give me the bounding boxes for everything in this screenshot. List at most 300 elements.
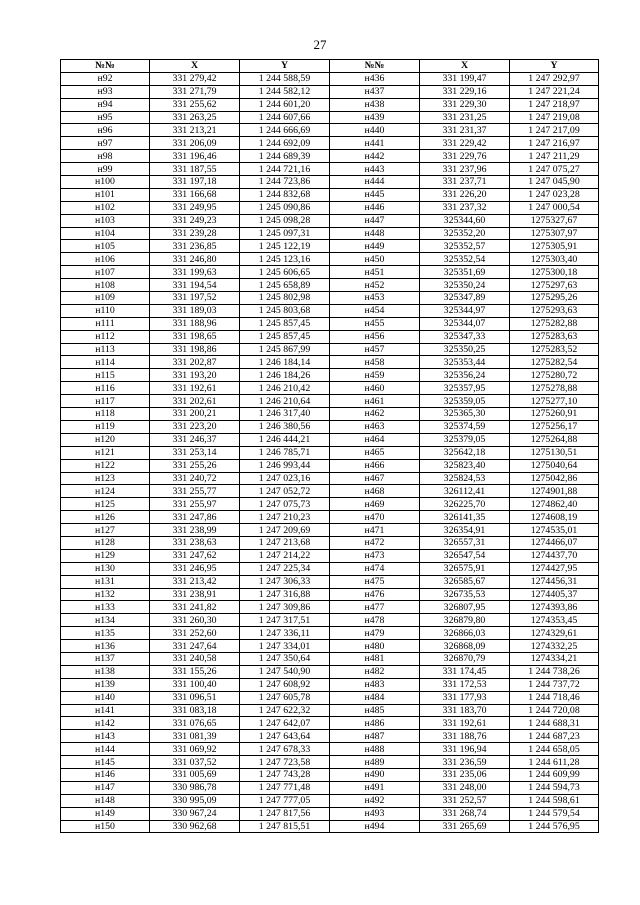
cell-point-number-right: н477	[330, 601, 420, 614]
cell-x-right: 326879,80	[420, 614, 510, 627]
table-row	[61, 395, 599, 408]
table-row	[61, 188, 599, 201]
cell-y-left: 1 247 678,33	[240, 743, 330, 756]
cell-point-number-left: н134	[61, 614, 150, 627]
cell-point-number-right: н459	[330, 369, 420, 382]
cell-point-number-right: н453	[330, 292, 420, 305]
cell-y-left: 1 247 622,32	[240, 704, 330, 717]
cell-point-number-right: н436	[330, 72, 420, 85]
cell-y-left: 1 247 317,51	[240, 614, 330, 627]
table-row	[61, 266, 599, 279]
cell-x-right: 326112,41	[420, 485, 510, 498]
cell-point-number-left: н117	[61, 395, 150, 408]
cell-y-left: 1 246 184,26	[240, 369, 330, 382]
cell-point-number-right: н490	[330, 768, 420, 781]
cell-point-number-left: н120	[61, 433, 150, 446]
table-row	[61, 807, 599, 820]
cell-y-right: 1275295,26	[510, 292, 599, 305]
cell-y-right: 1275283,52	[510, 343, 599, 356]
cell-point-number-right: н448	[330, 227, 420, 240]
header-point-number-right: №№	[330, 60, 420, 73]
cell-point-number-right: н451	[330, 266, 420, 279]
cell-x-left: 331 192,61	[150, 382, 240, 395]
cell-point-number-right: н460	[330, 382, 420, 395]
cell-y-right: 1274901,88	[510, 485, 599, 498]
table-row	[61, 214, 599, 227]
cell-point-number-left: н108	[61, 279, 150, 292]
cell-point-number-right: н437	[330, 85, 420, 98]
cell-x-right: 331 248,00	[420, 781, 510, 794]
cell-y-right: 1274393,86	[510, 601, 599, 614]
cell-point-number-right: н494	[330, 820, 420, 833]
cell-x-left: 331 247,62	[150, 549, 240, 562]
cell-x-left: 331 263,25	[150, 111, 240, 124]
cell-point-number-right: н486	[330, 717, 420, 730]
cell-y-left: 1 247 723,58	[240, 756, 330, 769]
cell-x-right: 331 172,53	[420, 678, 510, 691]
cell-point-number-right: н482	[330, 665, 420, 678]
cell-y-right: 1274332,25	[510, 640, 599, 653]
header-x-right: X	[420, 60, 510, 73]
cell-point-number-left: н121	[61, 446, 150, 459]
cell-x-right: 331 236,59	[420, 756, 510, 769]
cell-y-left: 1 245 867,99	[240, 343, 330, 356]
cell-point-number-left: н109	[61, 292, 150, 305]
cell-x-left: 331 198,86	[150, 343, 240, 356]
cell-point-number-right: н473	[330, 549, 420, 562]
table-row	[61, 343, 599, 356]
cell-y-right: 1275264,88	[510, 433, 599, 446]
cell-x-right: 325823,40	[420, 459, 510, 472]
cell-y-right: 1 244 576,95	[510, 820, 599, 833]
cell-point-number-left: н145	[61, 756, 150, 769]
cell-x-right: 331 199,47	[420, 72, 510, 85]
header-y-left: Y	[240, 60, 330, 73]
table-row	[61, 472, 599, 485]
table-row	[61, 794, 599, 807]
cell-point-number-left: н104	[61, 227, 150, 240]
cell-x-left: 331 202,87	[150, 356, 240, 369]
cell-point-number-left: н132	[61, 588, 150, 601]
cell-x-left: 331 081,39	[150, 730, 240, 743]
cell-y-right: 1275280,72	[510, 369, 599, 382]
cell-x-left: 331 255,62	[150, 98, 240, 111]
cell-point-number-left: н122	[61, 459, 150, 472]
table-row	[61, 279, 599, 292]
cell-y-left: 1 246 380,56	[240, 420, 330, 433]
cell-y-right: 1 244 579,54	[510, 807, 599, 820]
cell-point-number-right: н466	[330, 459, 420, 472]
cell-point-number-left: н150	[61, 820, 150, 833]
cell-y-left: 1 247 605,78	[240, 691, 330, 704]
cell-x-right: 331 229,42	[420, 137, 510, 150]
table-row	[61, 459, 599, 472]
cell-y-right: 1 244 718,46	[510, 691, 599, 704]
cell-x-left: 331 260,30	[150, 614, 240, 627]
cell-x-right: 331 237,96	[420, 163, 510, 176]
cell-point-number-left: н116	[61, 382, 150, 395]
cell-x-left: 331 188,96	[150, 317, 240, 330]
cell-x-left: 331 246,80	[150, 253, 240, 266]
cell-y-right: 1274405,37	[510, 588, 599, 601]
cell-x-right: 325350,25	[420, 343, 510, 356]
cell-y-left: 1 247 209,69	[240, 524, 330, 537]
cell-y-right: 1275283,63	[510, 330, 599, 343]
cell-point-number-left: н133	[61, 601, 150, 614]
cell-x-left: 331 166,68	[150, 188, 240, 201]
cell-point-number-left: н93	[61, 85, 150, 98]
cell-x-left: 331 187,55	[150, 163, 240, 176]
cell-y-right: 1275130,51	[510, 446, 599, 459]
table-row	[61, 820, 599, 833]
cell-x-right: 325374,59	[420, 420, 510, 433]
table-row	[61, 124, 599, 137]
cell-x-left: 331 253,14	[150, 446, 240, 459]
cell-y-left: 1 245 857,45	[240, 317, 330, 330]
cell-x-right: 331 237,71	[420, 176, 510, 189]
cell-y-left: 1 247 075,73	[240, 498, 330, 511]
cell-point-number-right: н450	[330, 253, 420, 266]
cell-y-left: 1 247 643,64	[240, 730, 330, 743]
table-row	[61, 201, 599, 214]
cell-x-right: 326866,03	[420, 627, 510, 640]
cell-x-left: 331 246,37	[150, 433, 240, 446]
cell-point-number-right: н468	[330, 485, 420, 498]
cell-point-number-left: н129	[61, 549, 150, 562]
cell-point-number-right: н462	[330, 408, 420, 421]
cell-point-number-left: н94	[61, 98, 150, 111]
table-body	[61, 72, 599, 833]
cell-y-left: 1 245 097,31	[240, 227, 330, 240]
cell-y-left: 1 247 210,23	[240, 511, 330, 524]
cell-point-number-left: н138	[61, 665, 150, 678]
cell-y-right: 1274608,19	[510, 511, 599, 524]
cell-point-number-left: н137	[61, 652, 150, 665]
cell-y-left: 1 247 815,51	[240, 820, 330, 833]
cell-y-right: 1275327,67	[510, 214, 599, 227]
table-row	[61, 98, 599, 111]
table-row	[61, 111, 599, 124]
cell-y-left: 1 247 306,33	[240, 575, 330, 588]
cell-point-number-left: н136	[61, 640, 150, 653]
cell-point-number-left: н139	[61, 678, 150, 691]
cell-y-left: 1 245 803,68	[240, 304, 330, 317]
cell-point-number-right: н457	[330, 343, 420, 356]
cell-point-number-left: н110	[61, 304, 150, 317]
cell-point-number-right: н446	[330, 201, 420, 214]
cell-y-right: 1275260,91	[510, 408, 599, 421]
cell-y-right: 1 244 687,23	[510, 730, 599, 743]
cell-point-number-left: н101	[61, 188, 150, 201]
cell-x-right: 326141,35	[420, 511, 510, 524]
cell-x-left: 331 247,86	[150, 511, 240, 524]
cell-y-left: 1 246 210,42	[240, 382, 330, 395]
cell-point-number-left: н126	[61, 511, 150, 524]
cell-y-left: 1 247 225,34	[240, 562, 330, 575]
cell-y-left: 1 244 692,09	[240, 137, 330, 150]
cell-x-left: 331 239,28	[150, 227, 240, 240]
cell-y-left: 1 246 210,64	[240, 395, 330, 408]
cell-x-right: 331 229,30	[420, 98, 510, 111]
table-row	[61, 485, 599, 498]
cell-x-right: 331 183,70	[420, 704, 510, 717]
cell-x-right: 325379,05	[420, 433, 510, 446]
cell-point-number-right: н489	[330, 756, 420, 769]
cell-y-left: 1 244 689,39	[240, 150, 330, 163]
table-row	[61, 562, 599, 575]
cell-x-left: 331 240,58	[150, 652, 240, 665]
cell-y-left: 1 244 601,20	[240, 98, 330, 111]
cell-x-left: 331 223,20	[150, 420, 240, 433]
cell-y-right: 1 247 292,97	[510, 72, 599, 85]
cell-point-number-left: н97	[61, 137, 150, 150]
cell-point-number-left: н125	[61, 498, 150, 511]
table-row	[61, 691, 599, 704]
cell-x-left: 331 197,52	[150, 292, 240, 305]
table-row	[61, 176, 599, 189]
cell-point-number-left: н140	[61, 691, 150, 704]
cell-x-left: 331 155,26	[150, 665, 240, 678]
cell-x-left: 331 200,21	[150, 408, 240, 421]
cell-x-right: 331 196,94	[420, 743, 510, 756]
cell-x-right: 331 231,37	[420, 124, 510, 137]
cell-y-right: 1274437,70	[510, 549, 599, 562]
cell-x-right: 326807,95	[420, 601, 510, 614]
cell-y-left: 1 245 606,65	[240, 266, 330, 279]
cell-x-right: 326557,31	[420, 536, 510, 549]
cell-y-right: 1275040,64	[510, 459, 599, 472]
cell-x-right: 331 231,25	[420, 111, 510, 124]
table-row	[61, 717, 599, 730]
cell-y-left: 1 244 832,68	[240, 188, 330, 201]
cell-y-right: 1275278,88	[510, 382, 599, 395]
cell-x-right: 331 235,06	[420, 768, 510, 781]
table-row	[61, 768, 599, 781]
cell-y-left: 1 247 023,16	[240, 472, 330, 485]
cell-point-number-right: н456	[330, 330, 420, 343]
cell-point-number-right: н465	[330, 446, 420, 459]
cell-x-right: 325351,69	[420, 266, 510, 279]
cell-point-number-right: н493	[330, 807, 420, 820]
cell-point-number-left: н130	[61, 562, 150, 575]
cell-y-right: 1274466,07	[510, 536, 599, 549]
cell-point-number-right: н481	[330, 652, 420, 665]
cell-point-number-left: н114	[61, 356, 150, 369]
cell-point-number-right: н469	[330, 498, 420, 511]
cell-point-number-right: н487	[330, 730, 420, 743]
cell-point-number-left: н98	[61, 150, 150, 163]
cell-point-number-left: н100	[61, 176, 150, 189]
cell-y-right: 1 247 023,28	[510, 188, 599, 201]
cell-x-left: 331 076,65	[150, 717, 240, 730]
cell-x-left: 331 100,40	[150, 678, 240, 691]
cell-point-number-right: н444	[330, 176, 420, 189]
cell-y-right: 1275303,40	[510, 253, 599, 266]
cell-y-right: 1274456,31	[510, 575, 599, 588]
cell-x-left: 331 005,69	[150, 768, 240, 781]
cell-x-left: 331 096,51	[150, 691, 240, 704]
cell-y-right: 1 247 221,24	[510, 85, 599, 98]
table-row	[61, 627, 599, 640]
cell-x-left: 331 198,65	[150, 330, 240, 343]
cell-x-left: 331 271,79	[150, 85, 240, 98]
cell-y-left: 1 245 122,19	[240, 240, 330, 253]
cell-x-right: 325344,60	[420, 214, 510, 227]
cell-point-number-left: н106	[61, 253, 150, 266]
cell-point-number-right: н440	[330, 124, 420, 137]
cell-x-right: 325357,95	[420, 382, 510, 395]
cell-y-left: 1 247 771,48	[240, 781, 330, 794]
cell-y-right: 1274535,01	[510, 524, 599, 537]
table-row	[61, 756, 599, 769]
cell-point-number-right: н484	[330, 691, 420, 704]
cell-y-right: 1 244 594,73	[510, 781, 599, 794]
cell-x-right: 325642,18	[420, 446, 510, 459]
cell-y-left: 1 245 098,28	[240, 214, 330, 227]
cell-y-left: 1 247 743,28	[240, 768, 330, 781]
table-row	[61, 253, 599, 266]
cell-x-left: 331 197,18	[150, 176, 240, 189]
cell-x-left: 330 986,78	[150, 781, 240, 794]
cell-x-right: 325347,89	[420, 292, 510, 305]
table-row	[61, 137, 599, 150]
cell-x-right: 326870,79	[420, 652, 510, 665]
cell-point-number-right: н467	[330, 472, 420, 485]
cell-point-number-left: н96	[61, 124, 150, 137]
cell-x-left: 331 238,63	[150, 536, 240, 549]
cell-x-right: 326225,70	[420, 498, 510, 511]
table-row	[61, 678, 599, 691]
table-row	[61, 72, 599, 85]
cell-point-number-right: н452	[330, 279, 420, 292]
table-row	[61, 511, 599, 524]
cell-y-right: 1274862,40	[510, 498, 599, 511]
cell-point-number-left: н147	[61, 781, 150, 794]
cell-x-left: 331 240,72	[150, 472, 240, 485]
cell-y-left: 1 246 444,21	[240, 433, 330, 446]
table-row	[61, 420, 599, 433]
cell-y-left: 1 247 309,86	[240, 601, 330, 614]
cell-x-left: 331 069,92	[150, 743, 240, 756]
table-row	[61, 575, 599, 588]
table-row	[61, 85, 599, 98]
cell-y-right: 1275305,91	[510, 240, 599, 253]
cell-x-right: 325347,33	[420, 330, 510, 343]
cell-point-number-right: н471	[330, 524, 420, 537]
cell-y-left: 1 247 334,01	[240, 640, 330, 653]
cell-y-left: 1 246 785,71	[240, 446, 330, 459]
cell-point-number-right: н470	[330, 511, 420, 524]
table-row	[61, 433, 599, 446]
cell-y-left: 1 247 214,22	[240, 549, 330, 562]
cell-y-left: 1 247 777,05	[240, 794, 330, 807]
cell-x-right: 325359,05	[420, 395, 510, 408]
cell-x-left: 331 194,54	[150, 279, 240, 292]
table-row	[61, 317, 599, 330]
cell-x-right: 325824,53	[420, 472, 510, 485]
cell-point-number-left: н135	[61, 627, 150, 640]
table-row	[61, 150, 599, 163]
table-row	[61, 498, 599, 511]
cell-x-right: 325344,07	[420, 317, 510, 330]
cell-y-right: 1274353,45	[510, 614, 599, 627]
cell-x-right: 325356,24	[420, 369, 510, 382]
cell-y-left: 1 247 350,64	[240, 652, 330, 665]
cell-y-left: 1 247 316,88	[240, 588, 330, 601]
cell-x-left: 331 236,85	[150, 240, 240, 253]
cell-y-right: 1275282,88	[510, 317, 599, 330]
cell-x-left: 331 037,52	[150, 756, 240, 769]
cell-x-left: 331 199,63	[150, 266, 240, 279]
cell-x-right: 326575,91	[420, 562, 510, 575]
cell-point-number-left: н128	[61, 536, 150, 549]
cell-y-left: 1 244 582,12	[240, 85, 330, 98]
cell-y-right: 1275042,86	[510, 472, 599, 485]
cell-y-right: 1274427,95	[510, 562, 599, 575]
cell-y-right: 1 247 216,97	[510, 137, 599, 150]
table-row	[61, 730, 599, 743]
cell-y-left: 1 244 666,69	[240, 124, 330, 137]
table-row	[61, 640, 599, 653]
cell-point-number-right: н491	[330, 781, 420, 794]
cell-point-number-left: н143	[61, 730, 150, 743]
cell-x-right: 325365,30	[420, 408, 510, 421]
cell-x-right: 325350,24	[420, 279, 510, 292]
cell-y-right: 1 244 737,72	[510, 678, 599, 691]
cell-y-right: 1 244 609,99	[510, 768, 599, 781]
cell-point-number-right: н463	[330, 420, 420, 433]
cell-y-right: 1 247 000,54	[510, 201, 599, 214]
cell-x-left: 331 206,09	[150, 137, 240, 150]
cell-point-number-right: н464	[330, 433, 420, 446]
cell-x-right: 331 229,76	[420, 150, 510, 163]
cell-x-left: 331 202,61	[150, 395, 240, 408]
cell-y-right: 1 244 658,05	[510, 743, 599, 756]
cell-x-right: 326868,09	[420, 640, 510, 653]
cell-x-left: 331 238,99	[150, 524, 240, 537]
cell-x-right: 326585,67	[420, 575, 510, 588]
cell-point-number-right: н492	[330, 794, 420, 807]
cell-y-left: 1 246 993,44	[240, 459, 330, 472]
cell-y-left: 1 247 817,56	[240, 807, 330, 820]
cell-y-left: 1 246 317,40	[240, 408, 330, 421]
cell-point-number-right: н449	[330, 240, 420, 253]
cell-point-number-right: н472	[330, 536, 420, 549]
table-row	[61, 382, 599, 395]
cell-y-left: 1 245 802,98	[240, 292, 330, 305]
cell-x-left: 331 193,20	[150, 369, 240, 382]
header-point-number-left: №№	[61, 60, 150, 73]
cell-point-number-left: н149	[61, 807, 150, 820]
cell-point-number-right: н455	[330, 317, 420, 330]
cell-y-right: 1275293,63	[510, 304, 599, 317]
cell-point-number-right: н474	[330, 562, 420, 575]
cell-point-number-right: н488	[330, 743, 420, 756]
cell-point-number-right: н461	[330, 395, 420, 408]
cell-x-right: 326735,53	[420, 588, 510, 601]
cell-x-right: 331 226,20	[420, 188, 510, 201]
cell-x-left: 331 247,64	[150, 640, 240, 653]
cell-x-right: 326547,54	[420, 549, 510, 562]
table-row	[61, 601, 599, 614]
cell-point-number-left: н92	[61, 72, 150, 85]
cell-point-number-left: н102	[61, 201, 150, 214]
cell-point-number-right: н483	[330, 678, 420, 691]
table-row	[61, 408, 599, 421]
cell-y-right: 1 244 611,28	[510, 756, 599, 769]
table-row	[61, 356, 599, 369]
cell-point-number-left: н148	[61, 794, 150, 807]
